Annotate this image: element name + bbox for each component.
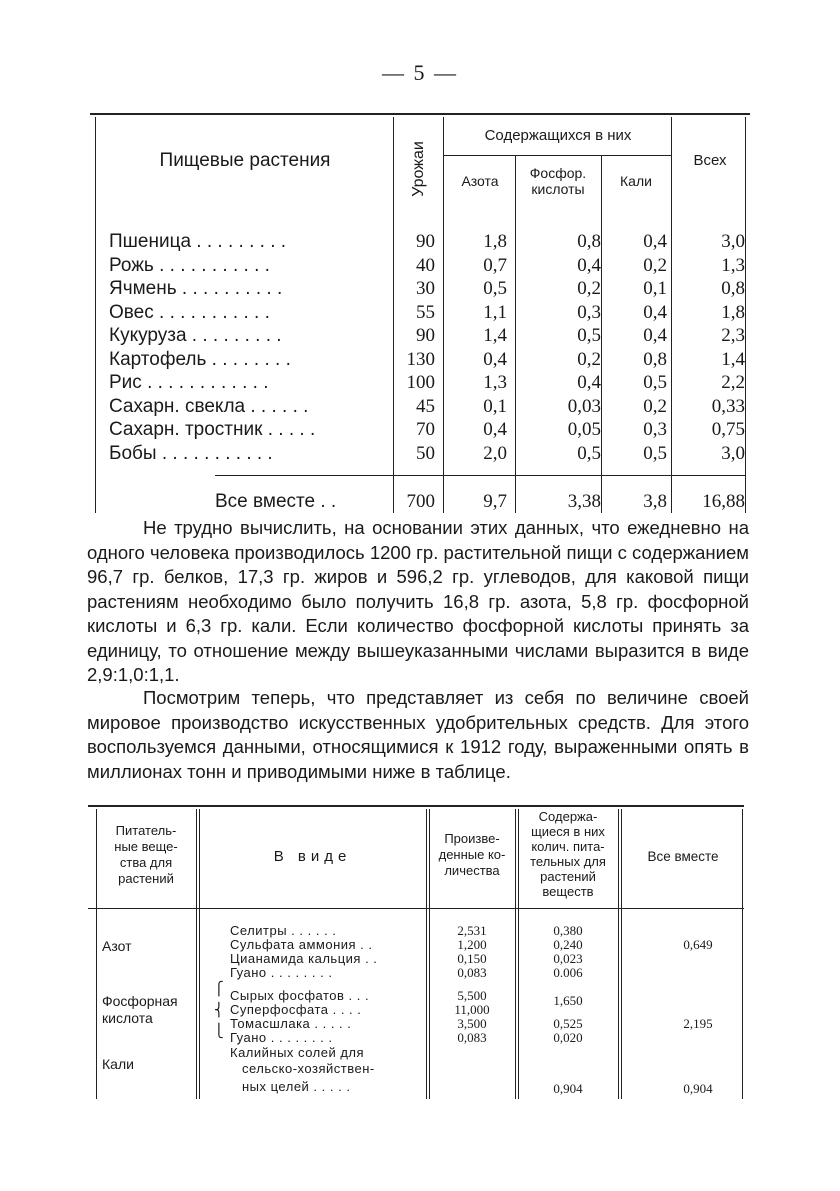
table-row: Рожь . . . . . . . . . . . 40 0,7 0,4 0,2 1,3 xyxy=(109,254,745,276)
table-row: Рис . . . . . . . . . . . . 100 1,3 0,4 0,5 2,2 xyxy=(109,372,745,393)
list-item: Гуано . . . . . . . . xyxy=(230,965,333,980)
produced-value: 0,083 xyxy=(457,965,487,980)
table-row: Сахарн. тростник . . . . . 70 0,4 0,05 0,3 0,75 xyxy=(109,419,745,440)
table2-header-rule xyxy=(88,908,744,909)
produced-value: 11,000 xyxy=(454,1002,490,1017)
header-nutrient: Питатель- ные веще- ства для растений xyxy=(114,823,178,886)
list-item: сельско-хозяйствен- xyxy=(242,1061,375,1076)
list-item: Селитры . . . . . . xyxy=(230,923,337,938)
list-item: Цианамида кальция . . xyxy=(230,951,378,966)
contained-value: 1,650 xyxy=(553,993,583,1008)
produced-value: 0,150 xyxy=(457,951,487,966)
contained-value: 0,020 xyxy=(553,1030,583,1045)
sum-rule xyxy=(215,475,745,476)
table-row: Овес . . . . . . . . . . . 55 1,1 0,3 0,4 1,8 xyxy=(109,301,745,323)
table-row: Бобы . . . . . . . . . . . 50 2,0 0,5 0,5 3,0 xyxy=(109,442,745,464)
header-produced: Произве- денные ко- личества xyxy=(438,831,506,878)
produced-value: 2,531 xyxy=(457,923,487,938)
table2-top-rule xyxy=(88,805,744,807)
total-potash: 0,904 xyxy=(683,1081,713,1096)
produced-value: 5,500 xyxy=(457,988,487,1003)
table-row: Ячмень . . . . . . . . . . 30 0,5 0,2 0,1 0,8 xyxy=(109,278,745,299)
header-plants: Пищевые растения xyxy=(159,150,331,171)
contained-value: 0,904 xyxy=(553,1081,583,1096)
category-potash: Кали xyxy=(102,1056,134,1072)
category-phosphoric: Фосфорная кислота xyxy=(102,993,178,1026)
header-contained: Содержа- щиеся в них колич. пита- тельных для растений веществ xyxy=(530,809,606,899)
header-potash: Кали xyxy=(620,173,652,189)
brace-left: ⎧ xyxy=(214,981,224,996)
list-item: ных целей . . . . . xyxy=(242,1079,351,1094)
paragraph-calculation: Не трудно вычислить, на основании этих данных, что ежедневно на одного человека производилось 1200 гр. растительной пищи с содержанием 96,7 гр. белков, 17,3 гр. жиров и 596,2 гр. углеводов, для каковой пищи растениям необходимо было получить 16,8 гр. азота, 5,8 гр. фосфорной кислоты и 6,3 гр. кали. Если количество фосфорной кислоты принять за единицу, то отношение между вышеуказанными числами выразится в виде 2,9:1,0:1,1. xyxy=(87,517,749,685)
contained-value: 0,023 xyxy=(553,951,583,966)
contained-value: 0.006 xyxy=(553,965,583,980)
table-sum-row: Все вместе . . 700 9,7 3,38 3,8 16,88 xyxy=(215,491,745,512)
header-total: Всех xyxy=(693,152,727,169)
contained-value: 0,380 xyxy=(553,923,583,938)
header-phosphoric: Фосфор. кислоты xyxy=(529,165,587,197)
list-item: Гуано . . . . . . . . xyxy=(230,1030,333,1045)
table-row: Картофель . . . . . . . . 130 0,4 0,2 0,8 1,4 xyxy=(109,348,745,370)
contained-value: 0,525 xyxy=(553,1016,583,1031)
header-yield: Урожаи xyxy=(410,141,427,197)
category-nitrogen: Азот xyxy=(102,938,132,954)
paragraph-fertilizer-intro: Посмотрим теперь, что представляет из себя по величине своей мировое производство искусственных удобрительных средств. Для этого воспользуемся данными, относящимися к 1912 году, выраженными опять в миллионах тонн и приводимыми ниже в таблице. xyxy=(87,687,749,782)
list-item: Калийных солей для xyxy=(230,1045,365,1060)
contained-value: 0,240 xyxy=(553,937,583,952)
produced-value: 1,200 xyxy=(457,937,487,952)
total-phosphoric: 2,195 xyxy=(683,1016,713,1031)
total-nitrogen: 0,649 xyxy=(683,937,713,952)
header-nitrogen: Азота xyxy=(461,173,499,189)
header-total: Все вместе xyxy=(647,849,719,864)
table-row: Пшеница . . . . . . . . . 90 1,8 0,8 0,4 3,0 xyxy=(109,231,745,252)
list-item: Сырых фосфатов . . . xyxy=(230,988,370,1003)
list-item: Суперфосфата . . . . xyxy=(230,1002,362,1017)
table-row: Кукуруза . . . . . . . . . 90 1,4 0,5 0,4 2,3 xyxy=(109,325,745,346)
table-header xyxy=(95,115,745,215)
header-contained: Содержащихся в них xyxy=(484,127,632,144)
list-item: Сульфата аммония . . xyxy=(230,937,373,952)
header-form: В виде xyxy=(273,848,352,865)
produced-value: 3,500 xyxy=(457,1016,487,1031)
produced-value: 0,083 xyxy=(457,1030,487,1045)
list-item: Томасшлака . . . . . xyxy=(230,1016,352,1031)
page-number: — 5 — xyxy=(382,60,458,85)
table-row: Сахарн. свекла . . . . . . 45 0,1 0,03 0,2 0,33 xyxy=(109,395,745,417)
